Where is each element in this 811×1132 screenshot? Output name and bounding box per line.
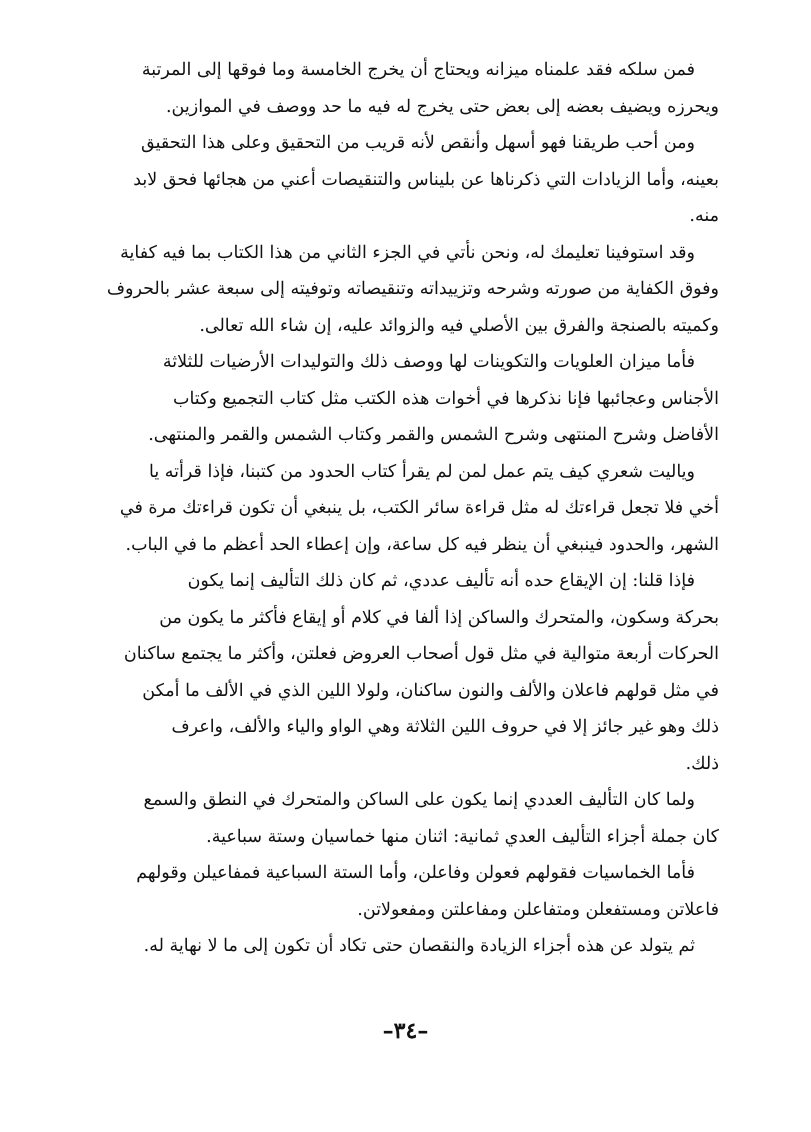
paragraph-9 — [88, 928, 719, 965]
text-line: فمن سلكه فقد علمناه ميزانه ويحتاج أن يخرج الخامسة وما فوقها إلى المرتبة — [141, 60, 695, 80]
paragraph-3 — [88, 235, 719, 345]
text-line: وقد استوفينا تعليمك له، ونحن نأتي في الجزء الثاني من هذا الكتاب بما فيه كفاية — [120, 242, 695, 263]
text-line: فإذا قلنا: إن الإيقاع حده أنه تأليف عددي، ثم كان ذلك التأليف إنما يكون — [187, 571, 695, 591]
page-number: –٣٤– — [382, 1018, 429, 1044]
paragraph-6 — [88, 563, 719, 782]
text-line: كان جملة أجزاء التأليف العدي ثمانية: اثنان منها خماسيان وستة سباعية. — [206, 826, 719, 847]
paragraph-8 — [88, 855, 719, 928]
text-line: وياليت شعري كيف يتم عمل لمن لم يقرأ كتاب الحدود من كتبنا، فإذا قرأته يا — [149, 461, 695, 482]
text-line: ويحرزه ويضيف بعضه إلى بعض حتى يخرج له فيه ما حد ووصف في الموازين. — [165, 96, 719, 117]
paragraph-1 — [88, 52, 719, 125]
paragraph-5 — [88, 454, 719, 564]
paragraph-2 — [88, 125, 719, 235]
text-line: في مثل قولهم فاعلان والألف والنون ساكنان، ولولا اللين الذي في الألف ما أمكن — [142, 680, 719, 701]
text-line: ومن أحب طريقنا فهو أسهل وأنقص لأنه قريب من التحقيق وعلى هذا التحقيق — [140, 133, 695, 153]
text-line: بحركة وسكون، والمتحرك والساكن إذا ألفا في كلام أو إيقاع فأكثر ما يكون من — [159, 607, 719, 628]
text-line: بعينه، وأما الزيادات التي ذكرناها عن بليناس والتنقيصات أعني من هجائها فحق لابد — [133, 169, 719, 190]
text-line: فاعلاتن ومستفعلن ومتفاعلن ومفاعلتن ومفعولاتن. — [357, 899, 719, 920]
text-line: الحركات أربعة متوالية في مثل قول أصحاب العروض فعلتن، وأكثر ما يجتمع ساكنان — [123, 644, 719, 664]
text-line: فأما الخماسيات فقولهم فعولن وفاعلن، وأما الستة السباعية فمفاعيلن وقولهم — [136, 863, 695, 883]
text-line: الأجناس وعجائبها فإنا نذكرها في أخوات هذه الكتب مثل كتاب التجميع وكتاب — [173, 388, 719, 409]
text-line: ذلك. — [685, 753, 719, 774]
text-line: ولما كان التأليف العددي إنما يكون على الساكن والمتحرك في النطق والسمع — [143, 790, 695, 810]
text-line: منه. — [689, 206, 719, 226]
text-line: الشهر، والحدود فينبغي أن ينظر فيه كل ساعة، وإن إعطاء الحد أعظم ما في الباب. — [125, 534, 719, 555]
paragraph-4 — [88, 344, 719, 454]
paragraph-7 — [88, 782, 719, 855]
text-line: وفوق الكفاية من صورته وشرحه وتزييداته وتنقيصاته وتوفيته إلى سبعة عشر بالحروف — [106, 279, 719, 299]
text-line: ثم يتولد عن هذه أجزاء الزيادة والنقصان حتى تكاد أن تكون إلى ما لا نهاية له. — [143, 936, 695, 956]
text-line: أخي فلا تجعل قراءتك له مثل قراءة سائر الكتب، بل ينبغي أن تكون قراءتك مرة في — [119, 498, 719, 518]
text-line: الأفاضل وشرح المنتهى وشرح الشمس والقمر وكتاب الشمس والقمر والمنتهى. — [148, 425, 719, 445]
text-line: فأما ميزان العلويات والتكوينات لها ووصف ذلك والتوليدات الأرضيات للثلاثة — [162, 352, 695, 372]
text-line: ذلك وهو غير جائز إلا في حروف اللين الثلاثة وهي الواو والياء والألف، واعرف — [171, 717, 719, 737]
text-line: وكميته بالصنجة والفرق بين الأصلي فيه والزوائد عليه، إن شاء الله تعالى. — [199, 315, 719, 336]
